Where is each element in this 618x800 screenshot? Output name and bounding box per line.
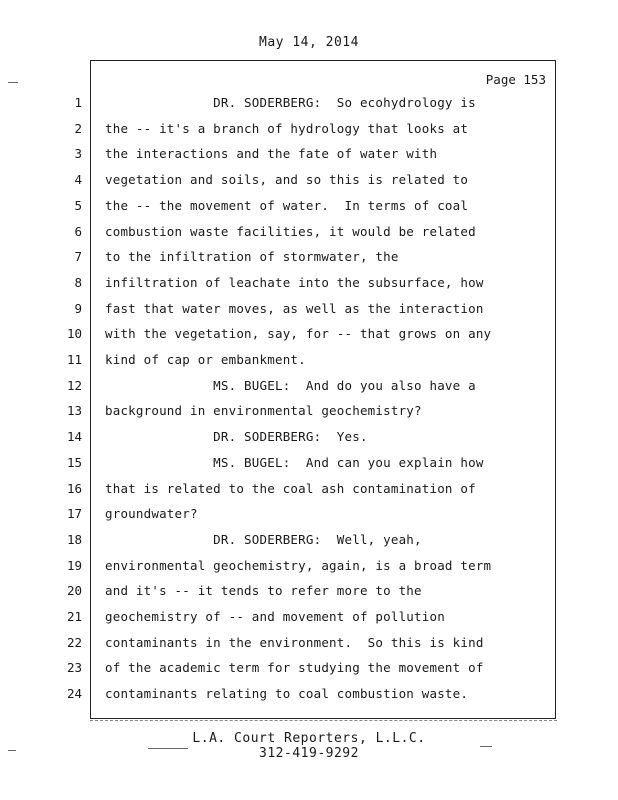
transcript-line: contaminants relating to coal combustion waste.: [105, 686, 469, 701]
transcript-line: combustion waste facilities, it would be related: [105, 224, 476, 239]
line-number: 4: [74, 172, 82, 187]
reporter-phone: 312-419-9292: [259, 746, 359, 761]
transcript-line: groundwater?: [105, 506, 198, 521]
transcript-line: contaminants in the environment. So this is kind: [105, 635, 484, 650]
transcript-line: the -- it's a branch of hydrology that looks at: [105, 121, 469, 136]
transcript-line: to the infiltration of stormwater, the: [105, 249, 399, 264]
line-number: 16: [66, 481, 82, 496]
transcript-line: MS. BUGEL: And can you explain how: [105, 455, 484, 470]
line-number: 20: [66, 583, 82, 598]
line-number: 3: [74, 146, 82, 161]
transcript-line: environmental geochemistry, again, is a broad term: [105, 558, 492, 573]
line-number: 1: [74, 95, 82, 110]
line-number: 12: [66, 378, 82, 393]
transcript-line: the -- the movement of water. In terms of coal: [105, 198, 469, 213]
transcript-line: fast that water moves, as well as the interaction: [105, 301, 484, 316]
line-number: 9: [74, 301, 82, 316]
transcript-line: DR. SODERBERG: So ecohydrology is: [105, 95, 476, 110]
transcript-line: infiltration of leachate into the subsurface, how: [105, 275, 484, 290]
line-number: 13: [66, 403, 82, 418]
transcript-line: background in environmental geochemistry?: [105, 403, 422, 418]
transcript-line: the interactions and the fate of water with: [105, 146, 438, 161]
scan-mark: [8, 82, 18, 83]
line-number: 6: [74, 224, 82, 239]
transcript-date: May 14, 2014: [259, 35, 359, 50]
transcript-line: kind of cap or embankment.: [105, 352, 306, 367]
transcript-line: of the academic term for studying the movement of: [105, 660, 484, 675]
transcript-line: DR. SODERBERG: Yes.: [105, 429, 368, 444]
scan-mark: [480, 746, 492, 747]
line-number: 22: [66, 635, 82, 650]
transcript-line: that is related to the coal ash contamination of: [105, 481, 476, 496]
line-number: 14: [66, 429, 82, 444]
transcript-line: MS. BUGEL: And do you also have a: [105, 378, 476, 393]
transcript-line: and it's -- it tends to refer more to the: [105, 583, 422, 598]
transcript-line: vegetation and soils, and so this is related to: [105, 172, 469, 187]
line-number: 2: [74, 121, 82, 136]
line-number: 11: [66, 352, 82, 367]
scan-mark: [148, 748, 188, 749]
line-number: 15: [66, 455, 82, 470]
line-number: 23: [66, 660, 82, 675]
scan-mark: [8, 750, 16, 751]
line-number: 17: [66, 506, 82, 521]
frame-bottom-edge: [90, 717, 557, 721]
line-number: 18: [66, 532, 82, 547]
line-number: 5: [74, 198, 82, 213]
line-number: 8: [74, 275, 82, 290]
line-number: 10: [66, 326, 82, 341]
page-number: Page 153: [485, 72, 546, 87]
line-number: 19: [66, 558, 82, 573]
reporter-company: L.A. Court Reporters, L.L.C.: [192, 731, 426, 746]
line-number: 21: [66, 609, 82, 624]
transcript-line: with the vegetation, say, for -- that grows on any: [105, 326, 492, 341]
line-number: 7: [74, 249, 82, 264]
line-number: 24: [66, 686, 82, 701]
transcript-line: geochemistry of -- and movement of pollution: [105, 609, 445, 624]
transcript-line: DR. SODERBERG: Well, yeah,: [105, 532, 422, 547]
